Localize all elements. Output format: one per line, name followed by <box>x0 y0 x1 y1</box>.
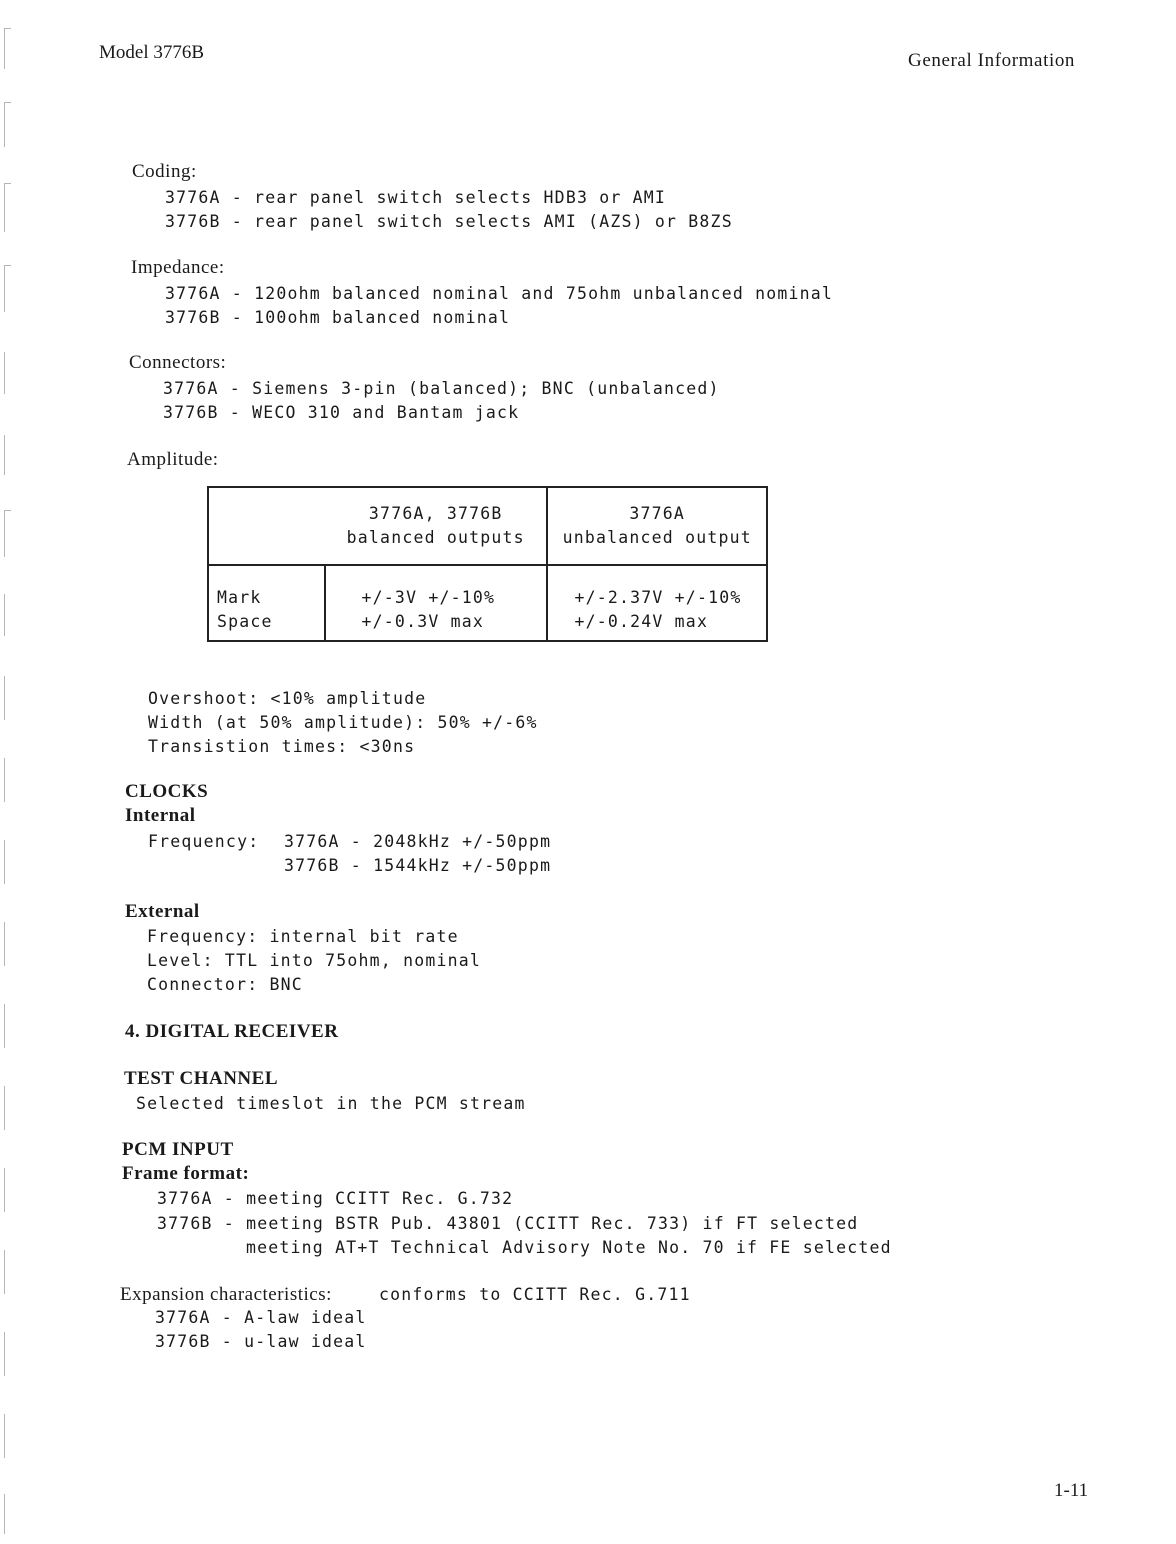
amplitude-table <box>207 486 768 642</box>
coding-label: Coding: <box>132 161 197 182</box>
external-connector-line: Connector: BNC <box>147 975 303 994</box>
test-channel-heading: TEST CHANNEL <box>124 1068 279 1089</box>
impedance-line-a: 3776A - 120ohm balanced nominal and 75ohm unbalanced nominal <box>165 284 834 303</box>
frame-format-b-continued: meeting AT+T Technical Advisory Note No. 70 if FE selected <box>246 1238 892 1257</box>
row-label-space: Space <box>217 612 273 631</box>
internal-frequency-label: Frequency: <box>148 832 260 851</box>
mark-balanced-value: +/-3V +/-10% <box>361 588 496 607</box>
space-unbalanced-value: +/-0.24V max <box>574 612 709 631</box>
expansion-b: 3776B - u-law ideal <box>155 1332 367 1351</box>
test-channel-text: Selected timeslot in the PCM stream <box>136 1094 526 1113</box>
frame-format-a: 3776A - meeting CCITT Rec. G.732 <box>157 1189 514 1208</box>
amplitude-balanced-values <box>325 565 548 641</box>
digital-receiver-heading: 4. DIGITAL RECEIVER <box>125 1021 339 1042</box>
amplitude-header-unbalanced <box>547 487 767 565</box>
expansion-label: Expansion characteristics: <box>120 1284 332 1305</box>
impedance-line-b: 3776B - 100ohm balanced nominal <box>165 308 511 327</box>
coding-line-b: 3776B - rear panel switch selects AMI (AZS) or B8ZS <box>165 212 733 231</box>
connectors-label: Connectors: <box>129 352 227 373</box>
unbalanced-header-line1: 3776A <box>629 504 686 523</box>
connectors-line-a: 3776A - Siemens 3-pin (balanced); BNC (unbalanced) <box>163 379 720 398</box>
impedance-label: Impedance: <box>131 257 225 278</box>
width-line: Width (at 50% amplitude): 50% +/-6% <box>148 713 538 732</box>
coding-line-a: 3776A - rear panel switch selects HDB3 or AMI <box>165 188 667 207</box>
expansion-a: 3776A - A-law ideal <box>155 1308 367 1327</box>
section-header: General Information <box>908 50 1076 71</box>
frame-format-label: Frame format: <box>122 1163 250 1184</box>
external-level-line: Level: TTL into 75ohm, nominal <box>147 951 482 970</box>
external-frequency-line: Frequency: internal bit rate <box>147 927 459 946</box>
expansion-text: conforms to CCITT Rec. G.711 <box>379 1285 691 1304</box>
clocks-heading: CLOCKS <box>125 781 209 802</box>
amplitude-header-balanced <box>208 487 547 565</box>
model-header: Model 3776B <box>99 42 205 63</box>
internal-frequency-a: 3776A - 2048kHz +/-50ppm <box>284 832 552 851</box>
connectors-line-b: 3776B - WECO 310 and Bantam jack <box>163 403 520 422</box>
balanced-header-line1: 3776A, 3776B <box>368 504 503 523</box>
unbalanced-header-line2: unbalanced output <box>562 528 752 547</box>
balanced-header-line2: balanced outputs <box>346 528 525 547</box>
amplitude-unbalanced-values <box>547 565 767 641</box>
amplitude-row-labels <box>208 565 325 641</box>
amplitude-table-data-row <box>208 565 767 641</box>
row-label-mark: Mark <box>217 588 262 607</box>
overshoot-line: Overshoot: <10% amplitude <box>148 689 427 708</box>
page-number: 1-11 <box>1054 1480 1089 1501</box>
clocks-external-heading: External <box>125 901 200 922</box>
amplitude-label: Amplitude: <box>127 449 219 470</box>
transition-line: Transistion times: <30ns <box>148 737 416 756</box>
pcm-input-heading: PCM INPUT <box>122 1139 234 1160</box>
clocks-internal-heading: Internal <box>125 805 196 826</box>
mark-unbalanced-value: +/-2.37V +/-10% <box>574 588 742 607</box>
amplitude-table-header-row <box>208 487 767 565</box>
internal-frequency-b: 3776B - 1544kHz +/-50ppm <box>284 856 552 875</box>
frame-format-b: 3776B - meeting BSTR Pub. 43801 (CCITT Rec. 733) if FT selected <box>157 1214 859 1233</box>
space-balanced-value: +/-0.3V max <box>361 612 485 631</box>
